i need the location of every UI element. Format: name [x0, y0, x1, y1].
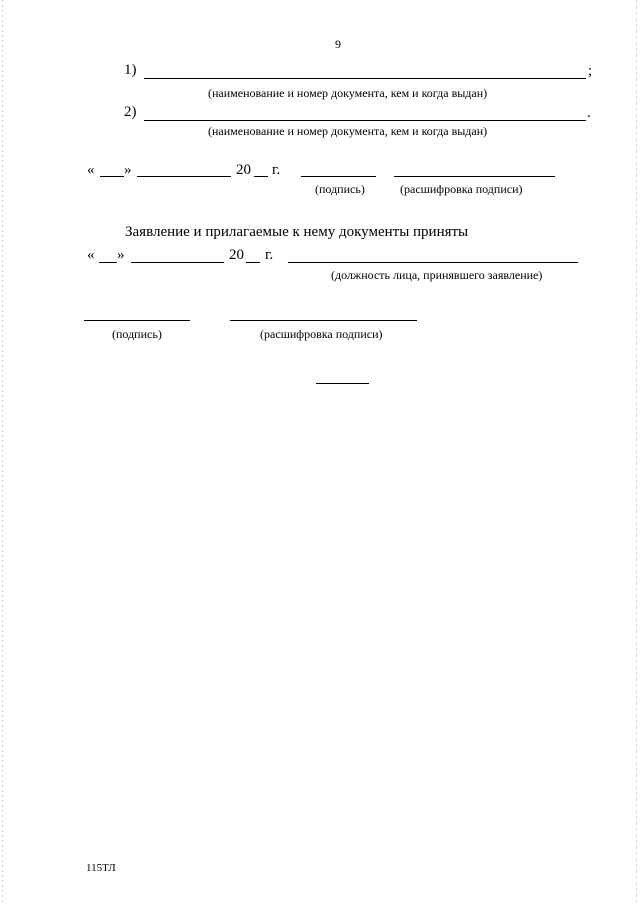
date-year-field[interactable] [254, 176, 268, 177]
footer-code: 115ТЛ [86, 862, 116, 874]
document-end-mark-2: . [587, 105, 591, 121]
document-caption-2: (наименование и номер документа, кем и когда выдан) [208, 124, 488, 138]
acceptance-date-quote-open: « [87, 247, 95, 263]
document-caption-1: (наименование и номер документа, кем и когда выдан) [208, 86, 488, 100]
acceptance-date-year-suffix: г. [265, 247, 274, 263]
document-end-mark-1: ; [588, 63, 593, 79]
date-year-suffix: г. [272, 162, 281, 178]
acceptance-date-day-field[interactable] [99, 262, 117, 263]
signature-caption: (подпись) [315, 182, 365, 196]
acceptance-position-caption: (должность лица, принявшего заявление) [331, 268, 543, 282]
acceptance-signature-caption: (подпись) [112, 327, 162, 341]
date-year-prefix: 20 [236, 162, 251, 178]
page-number: 9 [335, 37, 341, 51]
document-field-2[interactable] [144, 120, 586, 121]
date-quote-open: « [87, 162, 95, 178]
signature-field[interactable] [301, 176, 376, 177]
acceptance-decoding-field[interactable] [230, 320, 417, 321]
acceptance-position-field[interactable] [288, 262, 578, 263]
date-month-field[interactable] [137, 176, 231, 177]
signature-decoding-field[interactable] [394, 176, 555, 177]
acceptance-decoding-caption: (расшифровка подписи) [260, 327, 383, 341]
signature-decoding-caption: (расшифровка подписи) [400, 182, 523, 196]
acceptance-date-quote-close: » [117, 247, 125, 263]
acceptance-heading: Заявление и прилагаемые к нему документы приняты [125, 224, 469, 240]
document-number-1: 1) [124, 62, 137, 78]
document-number-2: 2) [124, 104, 137, 120]
acceptance-signature-field[interactable] [84, 320, 190, 321]
acceptance-date-year-field[interactable] [246, 262, 260, 263]
end-separator-line [316, 383, 369, 384]
acceptance-date-year-prefix: 20 [229, 247, 244, 263]
scan-edge-right [636, 0, 637, 905]
date-quote-close: » [124, 162, 132, 178]
date-day-field[interactable] [100, 176, 124, 177]
scan-edge-left [2, 0, 3, 905]
acceptance-date-month-field[interactable] [131, 262, 224, 263]
document-field-1[interactable] [144, 78, 586, 79]
